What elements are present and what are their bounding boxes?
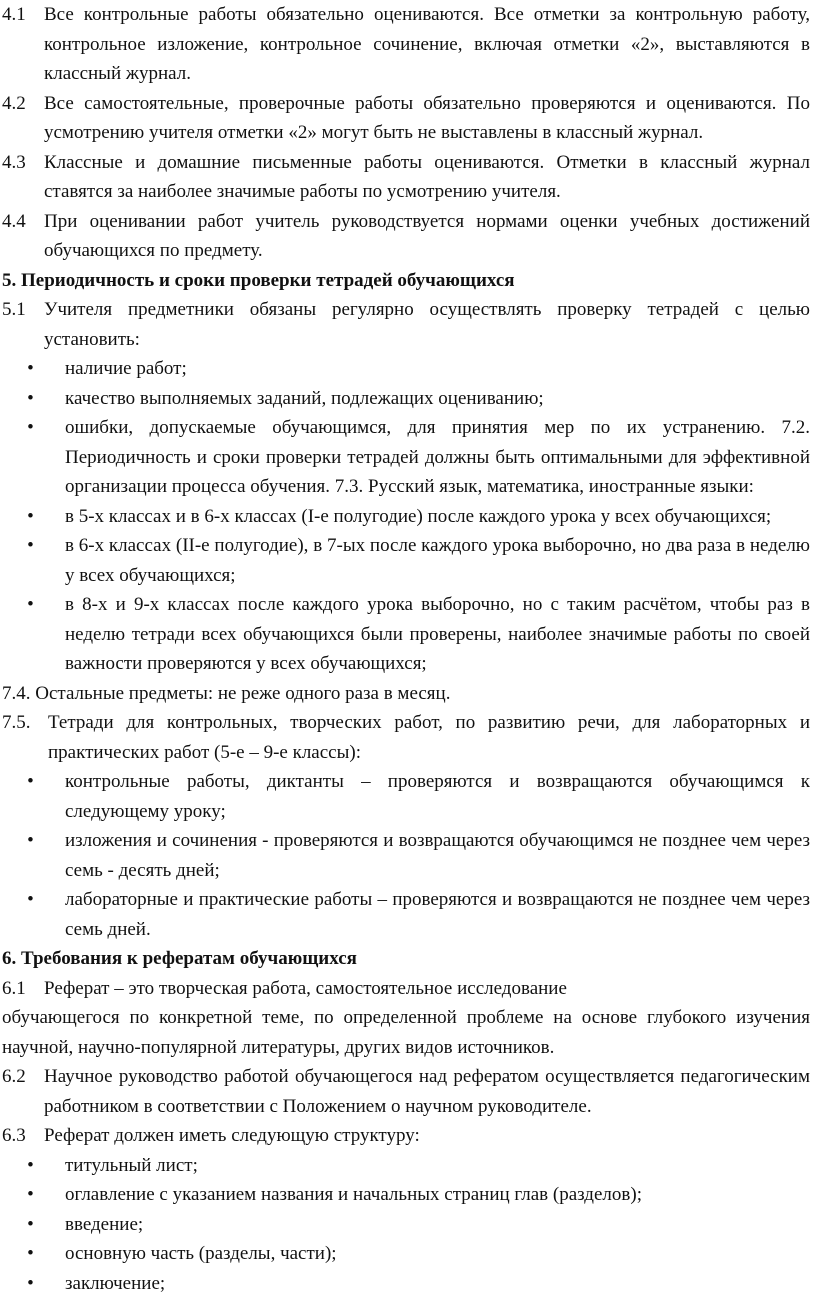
list-item-text: оглавление с указанием названия и начальных страниц глав (разделов); (65, 1180, 810, 1210)
clause-text: Реферат должен иметь следующую структуру: (44, 1121, 810, 1151)
bullet-icon: • (2, 767, 65, 826)
clause-text: Все самостоятельные, проверочные работы обязательно проверяются и оцениваются. По усмотрению учителя отметки «2» могут быть не выставлены в классный журнал. (44, 89, 810, 148)
list-item (2, 354, 810, 384)
clause-number: 4.4 (2, 207, 44, 266)
list-item-text: в 8-х и 9-х классах после каждого урока выборочно, но с таким расчётом, чтобы раз в неделю тетради всех обучающихся были проверены, наиболее значимые работы по своей важности проверяются у всех обучающихся; (65, 590, 810, 679)
list-item-text: титульный лист; (65, 1151, 810, 1181)
bullet-icon: • (2, 1239, 65, 1269)
list-item (2, 502, 810, 532)
list-item-text: в 5-х классах и в 6-х классах (I-е полугодие) после каждого урока у всех обучающихся; (65, 502, 810, 532)
list-item (2, 767, 810, 826)
bullet-icon: • (2, 1151, 65, 1181)
list-item-text: в 6-х классах (II-е полугодие), в 7-ых после каждого урока выборочно, но два раза в неделю у всех обучающихся; (65, 531, 810, 590)
clause-number: 6.2 (2, 1062, 44, 1121)
clause-text: Научное руководство работой обучающегося над рефератом осуществляется педагогическим работником в соответствии с Положением о научном руководителе. (44, 1062, 810, 1121)
section-heading-5: 5. Периодичность и сроки проверки тетрадей обучающихся (2, 266, 810, 296)
bullet-icon: • (2, 502, 65, 532)
clause-text-first-line: Реферат – это творческая работа, самостоятельное исследование (44, 974, 567, 1004)
bullet-icon: • (2, 826, 65, 885)
clause-6-2 (2, 1062, 810, 1121)
clause-text-continuation: обучающегося по конкретной теме, по определенной проблеме на основе глубокого изучения научной, научно-популярной литературы, других видов источников. (2, 1003, 810, 1062)
list-item (2, 1269, 810, 1298)
list-item-text: заключение; (65, 1269, 810, 1298)
list-item-text: контрольные работы, диктанты – проверяются и возвращаются обучающимся к следующему уроку; (65, 767, 810, 826)
list-item-text: наличие работ; (65, 354, 810, 384)
clause-number: 5.1 (2, 295, 44, 354)
list-item (2, 531, 810, 590)
list-item (2, 1210, 810, 1240)
clause-6-1 (2, 974, 810, 1063)
list-item-text: изложения и сочинения - проверяются и возвращаются обучающимся не позднее чем через семь - десять дней; (65, 826, 810, 885)
list-item (2, 826, 810, 885)
list-item-text: ошибки, допускаемые обучающимся, для принятия мер по их устранению. 7.2. Периодичность и сроки проверки тетрадей должны быть оптимальными для эффективной организации процесса обучения. 7.3. Русский язык, математика, иностранные языки: (65, 413, 810, 502)
clause-7-4: 7.4. Остальные предметы: не реже одного раза в месяц. (2, 679, 810, 709)
clause-number: 6.1 (2, 974, 44, 1004)
list-item-text: качество выполняемых заданий, подлежащих оцениванию; (65, 384, 810, 414)
list-item-text: введение; (65, 1210, 810, 1240)
bullet-icon: • (2, 531, 65, 590)
list-item-text: лабораторные и практические работы – проверяются и возвращаются не позднее чем через семь дней. (65, 885, 810, 944)
list-item (2, 1239, 810, 1269)
list-item (2, 1180, 810, 1210)
clause-5-1 (2, 295, 810, 354)
bullet-icon: • (2, 885, 65, 944)
clause-number: 4.1 (2, 0, 44, 89)
clause-number: 4.2 (2, 89, 44, 148)
clause-7-5 (2, 708, 810, 767)
clause-number: 6.3 (2, 1121, 44, 1151)
bullet-icon: • (2, 413, 65, 502)
clause-number: 4.3 (2, 148, 44, 207)
clause-text: Все контрольные работы обязательно оцениваются. Все отметки за контрольную работу, контрольное изложение, контрольное сочинение, включая отметки «2», выставляются в классный журнал. (44, 0, 810, 89)
list-item (2, 413, 810, 502)
list-item (2, 384, 810, 414)
clause-6-3 (2, 1121, 810, 1151)
clause-text: Классные и домашние письменные работы оцениваются. Отметки в классный журнал ставятся за наиболее значимые работы по усмотрению учителя. (44, 148, 810, 207)
clause-text: Тетради для контрольных, творческих работ, по развитию речи, для лабораторных и практических работ (5-е – 9-е классы): (48, 708, 810, 767)
list-item (2, 1151, 810, 1181)
list-item (2, 885, 810, 944)
bullet-icon: • (2, 354, 65, 384)
clause-text: Учителя предметники обязаны регулярно осуществлять проверку тетрадей с целью установить: (44, 295, 810, 354)
section-heading-6: 6. Требования к рефератам обучающихся (2, 944, 810, 974)
clause-4-3 (2, 148, 810, 207)
clause-text: При оценивании работ учитель руководствуется нормами оценки учебных достижений обучающихся по предмету. (44, 207, 810, 266)
list-item-text: основную часть (разделы, части); (65, 1239, 810, 1269)
clause-4-2 (2, 89, 810, 148)
clause-4-4 (2, 207, 810, 266)
bullet-icon: • (2, 590, 65, 679)
list-item (2, 590, 810, 679)
bullet-icon: • (2, 384, 65, 414)
bullet-icon: • (2, 1180, 65, 1210)
bullet-icon: • (2, 1210, 65, 1240)
clause-4-1 (2, 0, 810, 89)
clause-number: 7.5. (2, 708, 48, 767)
bullet-icon: • (2, 1269, 65, 1298)
